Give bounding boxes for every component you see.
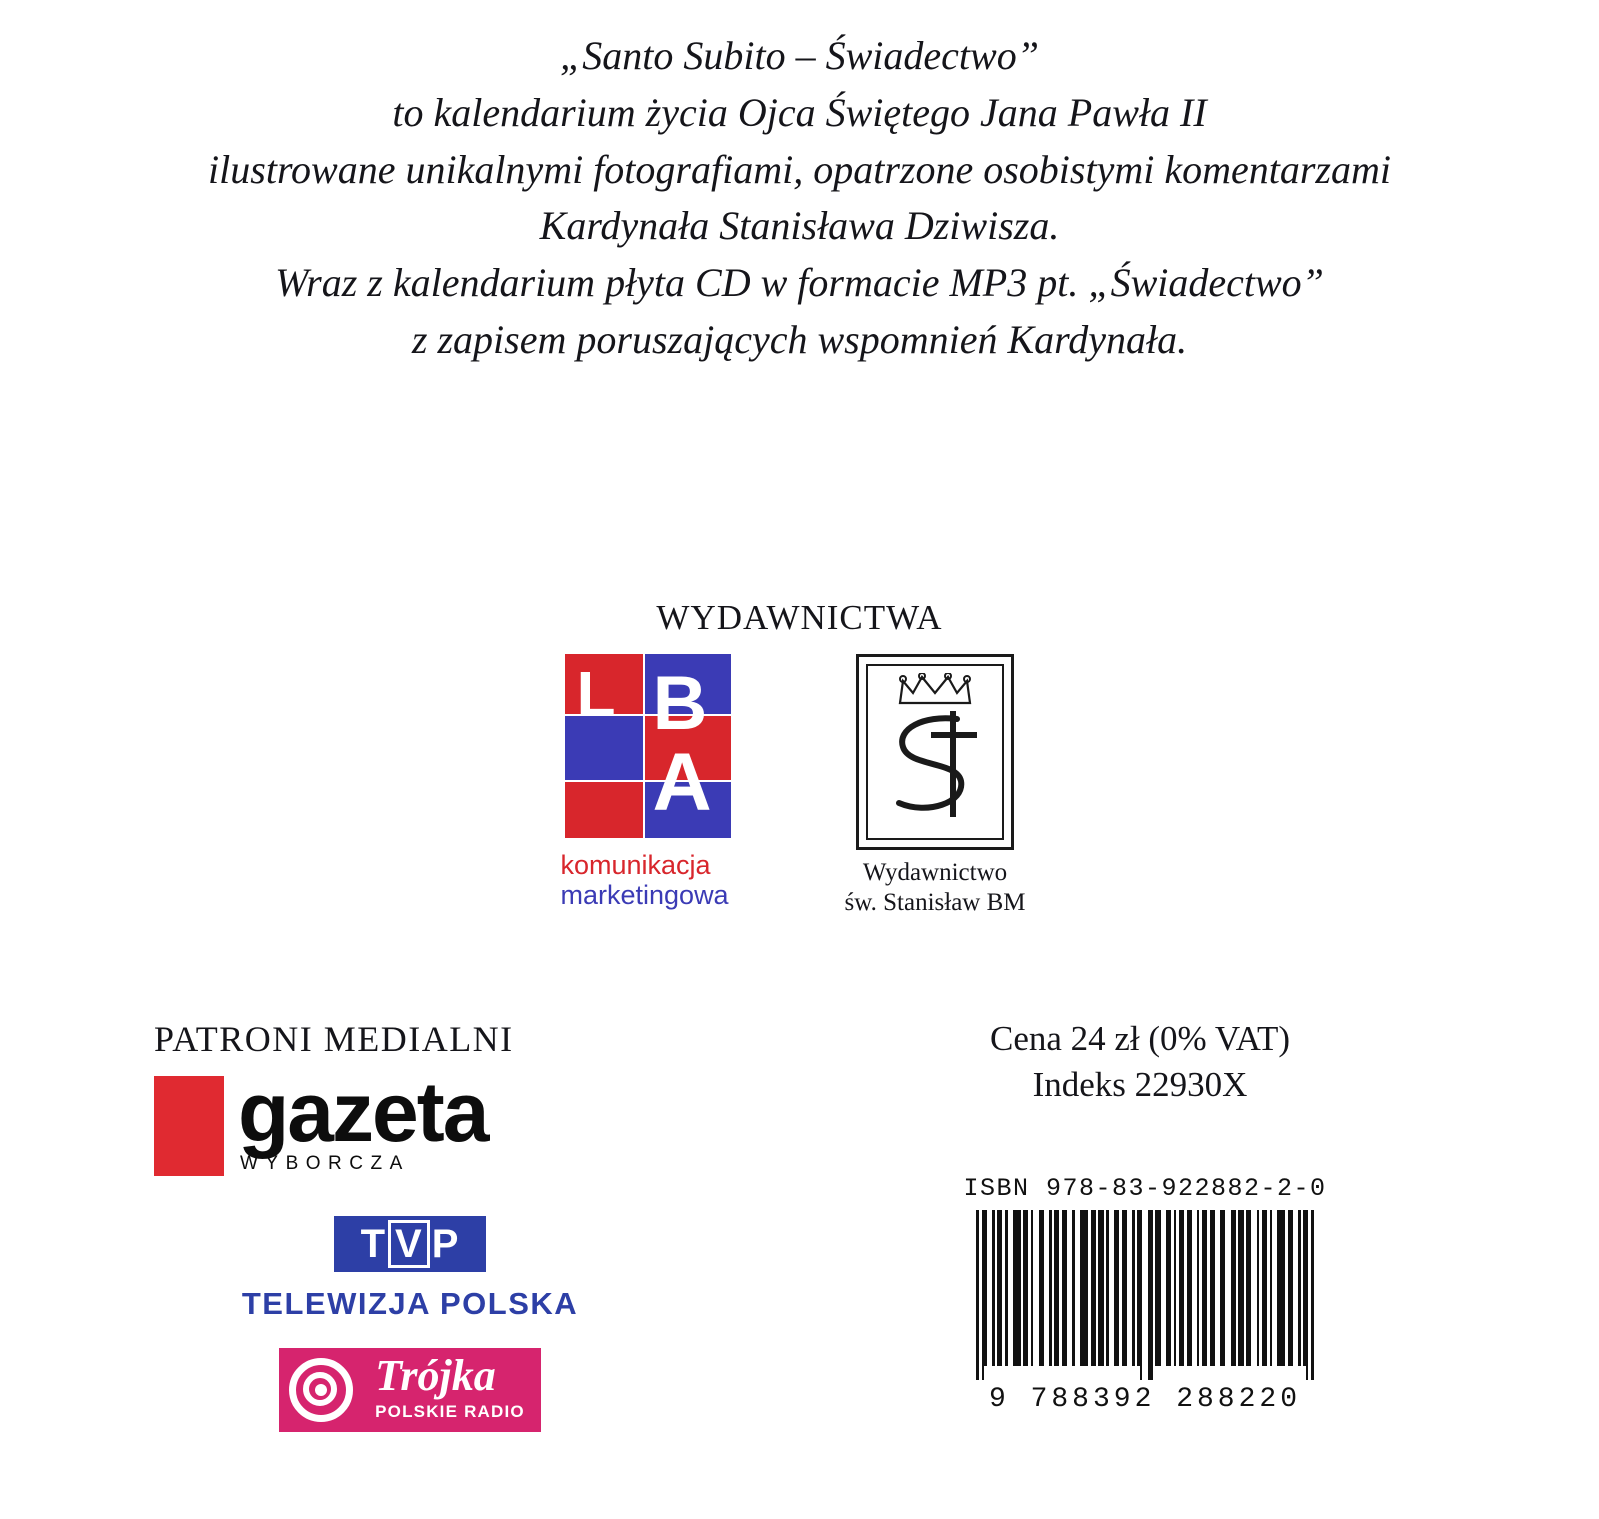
- stanislaw-monogram-icon: [883, 705, 987, 823]
- barcode-bars: [960, 1210, 1330, 1380]
- tvp-letter-t: T: [360, 1221, 387, 1266]
- media-patrons-heading: PATRONI MEDIALNI: [154, 1019, 514, 1059]
- lba-word-komunikacja: komunikacja: [560, 850, 711, 880]
- stanislaw-crest-icon: [856, 654, 1014, 850]
- crown-icon: [898, 673, 972, 705]
- tvp-badge-icon: [334, 1216, 486, 1272]
- price-info: [930, 1016, 1350, 1108]
- description-line: Kardynała Stanisława Dziwisza.: [539, 203, 1060, 249]
- barcode-section: [960, 1174, 1330, 1415]
- trojka-logo: [150, 1348, 670, 1432]
- stanislaw-caption-line2: św. Stanisław BM: [844, 888, 1026, 916]
- description-line: Wraz z kalendarium płyta CD w formacie MP3 pt. „Świadectwo”: [275, 260, 1324, 306]
- stanislaw-caption: [828, 858, 1043, 917]
- gazeta-red-bar-icon: [154, 1076, 224, 1176]
- description-line: z zapisem poruszających wspomnień Kardynała.: [411, 316, 1188, 362]
- barcode-digits: 9 788392 288220: [988, 1384, 1302, 1415]
- lba-publisher-logo: [557, 654, 762, 910]
- lba-letter-b: B: [652, 661, 708, 746]
- gazeta-wordmark: [238, 1065, 488, 1175]
- lba-word-marketingowa: marketingowa: [560, 880, 729, 911]
- trojka-target-icon: [279, 1348, 363, 1432]
- description-line: „Santo Subito – Świadectwo”: [560, 33, 1039, 78]
- media-patrons-section: [150, 1018, 670, 1432]
- gazeta-subtitle: WYBORCZA: [240, 1152, 410, 1174]
- publishers-section: [0, 598, 1599, 917]
- index-line: Indeks 22930X: [1032, 1065, 1248, 1105]
- stanislaw-publisher-logo: [828, 654, 1043, 917]
- description-line: ilustrowane unikalnymi fotografiami, opatrzone osobistymi komentarzami: [208, 146, 1391, 192]
- lba-letter-l: L: [576, 658, 616, 730]
- lba-wordmark: [557, 850, 762, 910]
- publishers-heading: WYDAWNICTWA: [656, 598, 943, 637]
- stanislaw-caption-line1: Wydawnictwo: [862, 859, 1008, 886]
- trojka-word: Trójka: [375, 1351, 496, 1400]
- publisher-logo-row: [0, 654, 1599, 917]
- lba-mark-icon: [557, 654, 762, 844]
- tvp-name: TELEWIZJA POLSKA: [241, 1286, 579, 1321]
- description-line: to kalendarium życia Ojca Świętego Jana Pawła II: [392, 89, 1207, 135]
- price-line: Cena 24 zł (0% VAT): [989, 1019, 1291, 1058]
- trojka-subtitle: POLSKIE RADIO: [375, 1402, 525, 1421]
- product-description: [0, 28, 1599, 369]
- tvp-letter-p: P: [431, 1221, 460, 1266]
- gazeta-wyborcza-logo: [150, 1065, 670, 1176]
- trojka-wordmark: [363, 1348, 541, 1432]
- tvp-logo: [150, 1216, 670, 1322]
- gazeta-word: gazeta: [238, 1065, 488, 1159]
- lba-letter-a: A: [652, 737, 712, 828]
- isbn-text: ISBN 978-83-922882-2-0: [963, 1174, 1327, 1203]
- tvp-letter-v: V: [388, 1220, 430, 1268]
